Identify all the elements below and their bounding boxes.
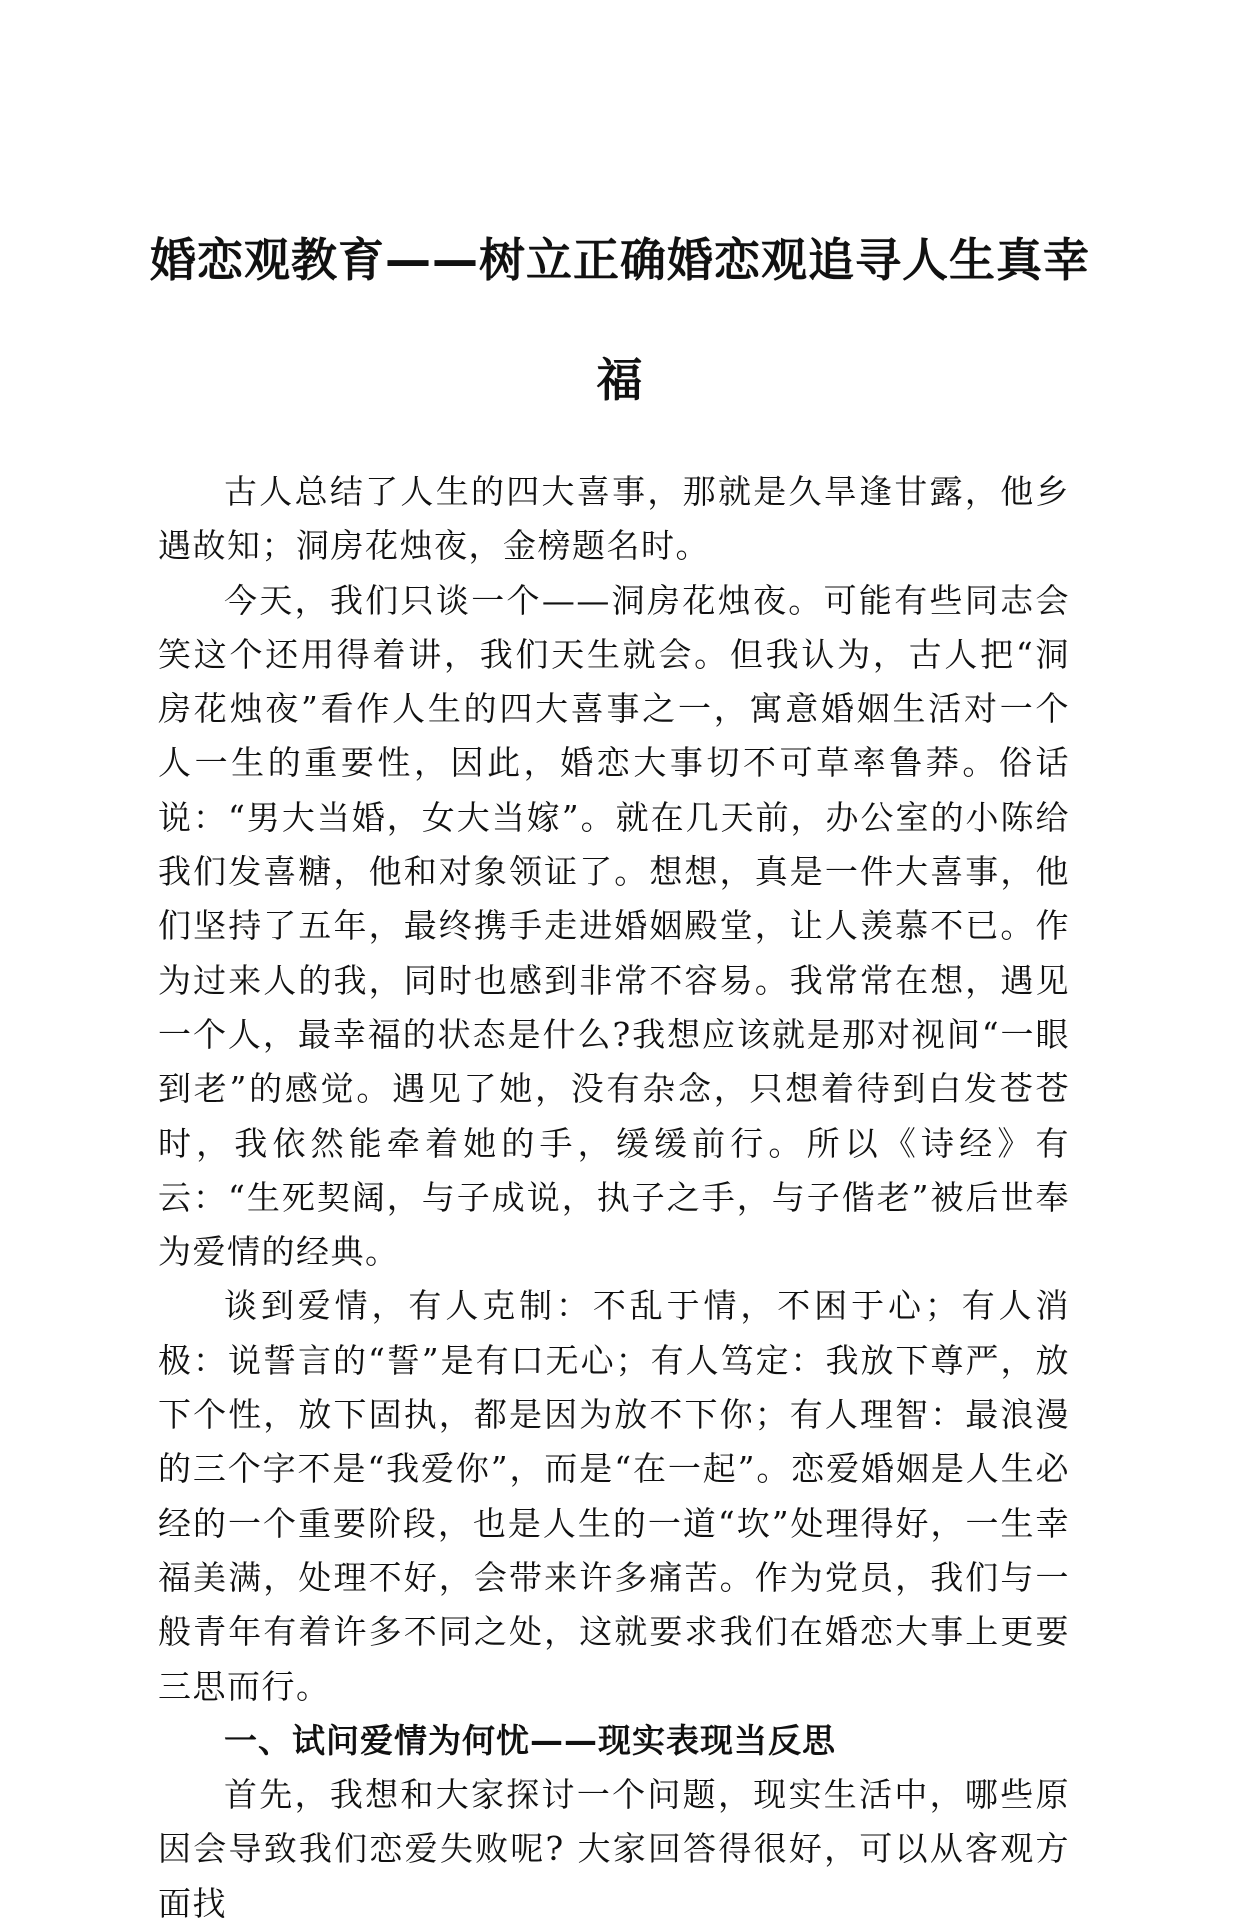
section-heading: 一、试问爱情为何忧——现实表现当反思 bbox=[224, 1720, 836, 1760]
title-line-2: 福 bbox=[596, 353, 644, 407]
document-body bbox=[158, 465, 1070, 1931]
paragraph-1: 古人总结了人生的四大喜事，那就是久旱逢甘露，他乡遇故知；洞房花烛夜，金榜题名时。 bbox=[158, 472, 1070, 566]
title-line-1: 婚恋观教育——树立正确婚恋观追寻人生真幸 bbox=[150, 233, 1090, 287]
paragraph-3: 谈到爱情，有人克制：不乱于情，不困于心；有人消极：说誓言的“誓”是有口无心；有人笃定：我放下尊严，放下个性，放下固执，都是因为放不下你；有人理智：最浪漫的三个字不是“我爱你”，而是“在一起”。恋爱婚姻是人生必经的一个重要阶段，也是人生的一道“坎”处理得好，一生幸福美满，处理不好，会带来许多痛苦。作为党员，我们与一般青年有着许多不同之处，这就要求我们在婚恋大事上更要三思而行。 bbox=[158, 1286, 1070, 1706]
document-title bbox=[150, 200, 1090, 440]
paragraph-4: 首先，我想和大家探讨一个问题，现实生活中，哪些原因会导致我们恋爱失败呢? 大家回答得很好，可以从客观方面找 bbox=[158, 1775, 1070, 1923]
paragraph-2: 今天，我们只谈一个——洞房花烛夜。可能有些同志会笑这个还用得着讲，我们天生就会。但我认为，古人把“洞房花烛夜”看作人生的四大喜事之一，寓意婚姻生活对一个人一生的重要性，因此，婚恋大事切不可草率鲁莽。俗话说：“男大当婚，女大当嫁”。就在几天前，办公室的小陈给我们发喜糖，他和对象领证了。想想，真是一件大喜事，他们坚持了五年，最终携手走进婚姻殿堂，让人羡慕不已。作为过来人的我，同时也感到非常不容易。我常常在想，遇见一个人，最幸福的状态是什么?我想应该就是那对视间“一眼到老”的感觉。遇见了她，没有杂念，只想着待到白发苍苍时，我依然能牵着她的手，缓缓前行。所以《诗经》有云：“生死契阔，与子成说，执子之手，与子偕老”被后世奉为爱情的经典。 bbox=[158, 580, 1070, 1272]
